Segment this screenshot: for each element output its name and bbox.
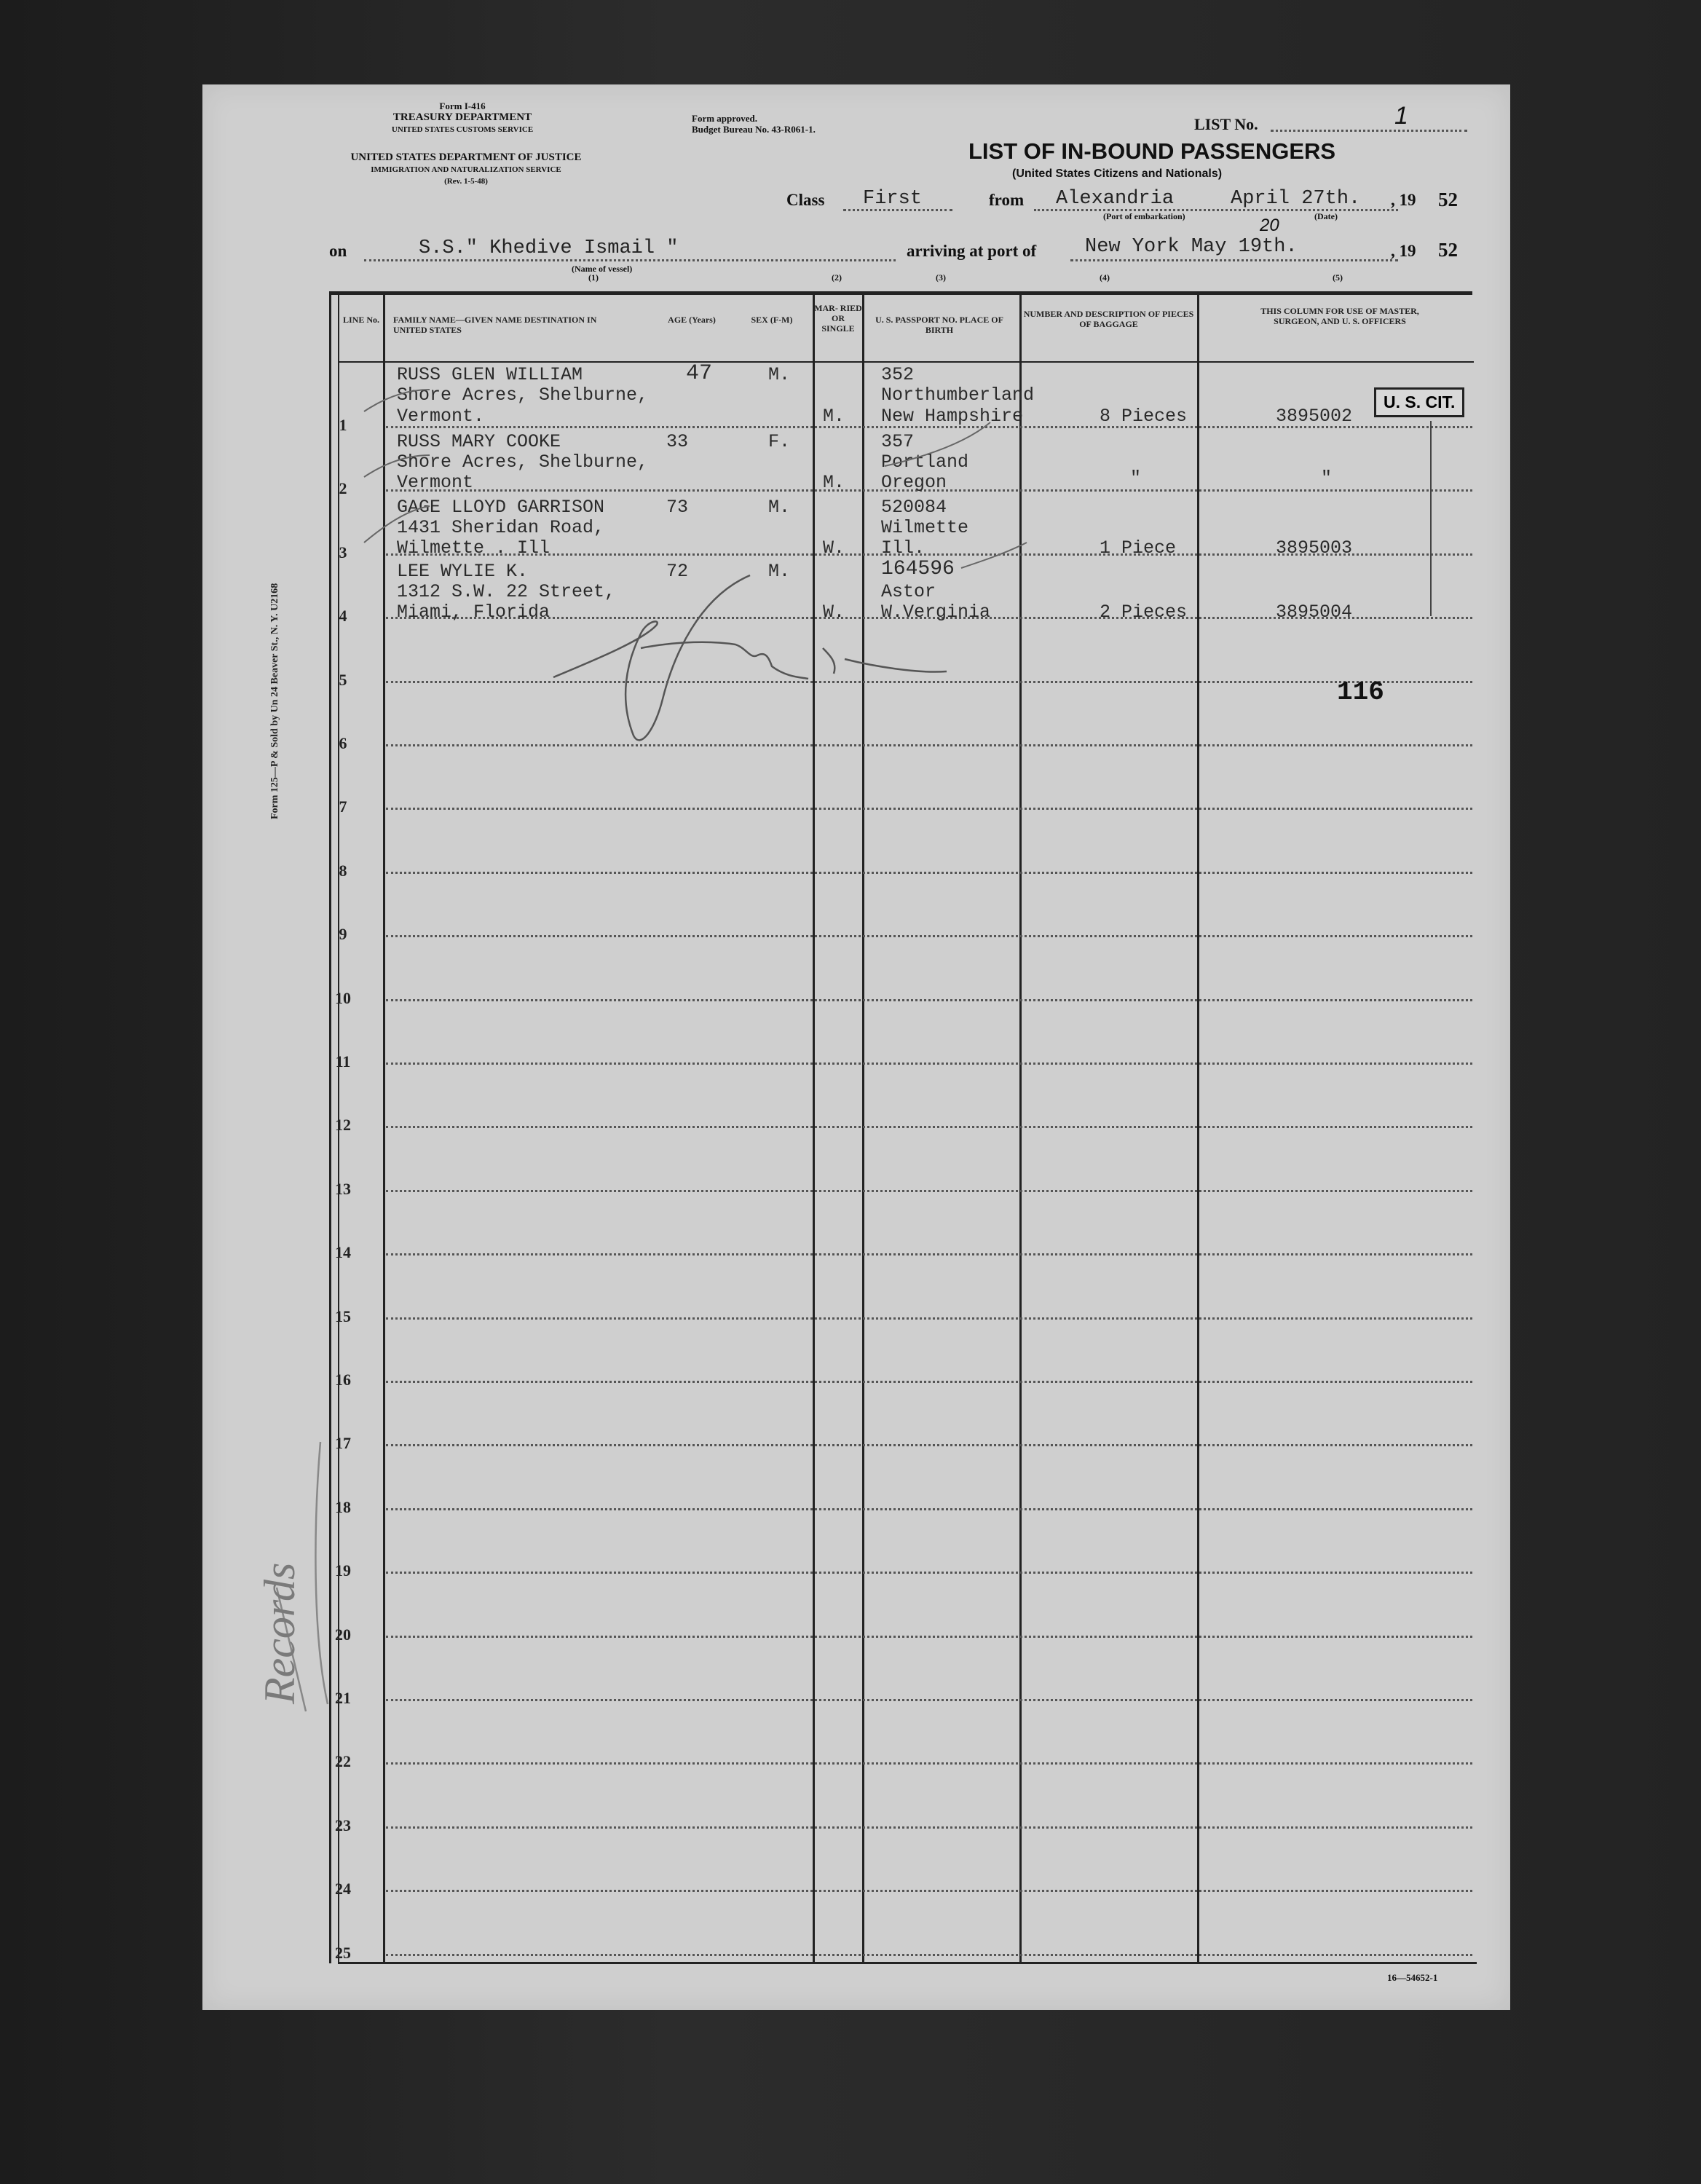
passenger-officer-no: 3895004 — [1276, 602, 1353, 623]
arrival-port-date: New York May 19th. — [1085, 236, 1298, 258]
col-num-2: (2) — [832, 272, 842, 283]
port-caption: (Port of embarkation) — [1103, 211, 1185, 221]
passenger-name: LEE WYLIE K. — [397, 561, 529, 582]
line-number: 5 — [339, 671, 347, 689]
budget-bureau: Budget Bureau No. 43-R061-1. — [692, 124, 816, 135]
line-number: 1 — [339, 416, 347, 434]
line-number: 12 — [335, 1116, 351, 1134]
line-number: 21 — [335, 1689, 351, 1707]
on-label: on — [329, 242, 347, 260]
line-number: 17 — [335, 1434, 351, 1452]
line-number: 25 — [335, 1944, 351, 1962]
line-number: 20 — [335, 1625, 351, 1644]
date-caption: (Date) — [1314, 211, 1338, 221]
arrival-date-correction: 20 — [1260, 216, 1279, 235]
form-approved: Form approved. — [692, 113, 758, 124]
line-number: 16 — [335, 1371, 351, 1389]
passenger-address: 1431 Sheridan Road, — [397, 517, 605, 538]
passenger-birthplace-2: Oregon — [881, 472, 947, 493]
year2-value: 52 — [1438, 239, 1458, 261]
list-no-label: LIST No. — [1194, 115, 1258, 133]
passenger-address-2: Wilmette . Ill — [397, 537, 550, 559]
col-head-baggage: NUMBER AND DESCRIPTION OF PIECES OF BAGGAGE — [1023, 309, 1194, 329]
col-head-age: AGE (Years) — [668, 315, 716, 325]
page-title: LIST OF IN-BOUND PASSENGERS — [968, 138, 1336, 164]
passenger-age: 47 — [686, 361, 713, 386]
passenger-officer-no: 3895002 — [1276, 406, 1353, 427]
passenger-passport: 352 — [881, 364, 915, 385]
passenger-birthplace-2: Ill. — [881, 537, 926, 559]
passenger-passport: 164596 — [881, 558, 955, 580]
passenger-baggage: 2 Pieces — [1100, 602, 1188, 623]
passenger-birthplace-2: New Hampshire — [881, 406, 1024, 427]
line-number: 14 — [335, 1243, 351, 1261]
passenger-address: Shore Acres, Shelburne, — [397, 452, 649, 473]
passenger-sex: M. — [768, 497, 791, 518]
passenger-birthplace: Northumberland — [881, 385, 1035, 406]
passenger-sex: F. — [768, 431, 791, 452]
from-label: from — [989, 191, 1025, 209]
customs-service: UNITED STATES CUSTOMS SERVICE — [391, 125, 534, 134]
form-number: Form I-416 — [439, 100, 486, 111]
line-number: 6 — [339, 734, 347, 752]
list-no-value: 1 — [1394, 102, 1408, 130]
justice-dept: UNITED STATES DEPARTMENT OF JUSTICE — [350, 151, 582, 163]
footer-code: 16—54652-1 — [1387, 1972, 1438, 1983]
handwritten-records: Records — [256, 1562, 304, 1704]
passenger-marital: M. — [823, 406, 845, 427]
col-head-sex: SEX (F-M) — [751, 315, 793, 325]
revision: (Rev. 1-5-48) — [444, 177, 488, 186]
passenger-baggage: 1 Piece — [1100, 537, 1177, 559]
treasury-dept: TREASURY DEPARTMENT — [392, 111, 532, 123]
passenger-passport: 357 — [881, 431, 915, 452]
printer-imprint: Form 125—P & Sold by Un 24 Beaver St., N. Y. U2168 — [269, 583, 280, 819]
passenger-marital: W. — [823, 537, 845, 559]
line-number: 11 — [335, 1052, 351, 1071]
line-number: 18 — [335, 1498, 351, 1516]
passenger-marital: M. — [823, 472, 845, 493]
line-number: 24 — [335, 1880, 351, 1898]
line-number: 23 — [335, 1816, 351, 1834]
year1-value: 52 — [1438, 189, 1458, 210]
ins-service: IMMIGRATION AND NATURALIZATION SERVICE — [371, 165, 561, 174]
line-number: 3 — [339, 543, 347, 561]
year2-prefix: , 19 — [1391, 242, 1416, 260]
vessel-name: S.S." Khedive Ismail " — [419, 237, 679, 259]
page-subtitle: (United States Citizens and Nationals) — [1012, 167, 1223, 180]
passenger-age: 73 — [666, 497, 689, 518]
line-number: 7 — [339, 797, 347, 816]
passenger-age: 33 — [666, 431, 689, 452]
line-number: 4 — [339, 607, 347, 625]
col-head-officers: THIS COLUMN FOR USE OF MASTER, SURGEON, AND U. S. OFFICERS — [1260, 306, 1419, 326]
line-number: 15 — [335, 1307, 351, 1325]
stamped-count: 116 — [1337, 677, 1384, 707]
col-num-5: (5) — [1333, 272, 1343, 283]
us-cit-stamp: U. S. CIT. — [1374, 387, 1464, 417]
col-num-3: (3) — [936, 272, 946, 283]
passenger-address: Shore Acres, Shelburne, — [397, 385, 649, 406]
signature-scribble — [553, 575, 947, 740]
embark-port: Alexandria — [1056, 188, 1175, 210]
passenger-birthplace: Astor — [881, 581, 936, 602]
passenger-birthplace-2: W.Verginia — [881, 602, 991, 623]
passenger-passport: 520084 — [881, 497, 947, 518]
line-number: 19 — [335, 1561, 351, 1580]
line-number: 8 — [339, 862, 347, 880]
line-number: 22 — [335, 1752, 351, 1770]
passenger-name: RUSS MARY COOKE — [397, 431, 561, 452]
col-head-passport: U. S. PASSPORT NO. PLACE OF BIRTH — [875, 315, 1003, 335]
passenger-age: 72 — [666, 561, 689, 582]
passenger-baggage: 8 Pieces — [1100, 406, 1188, 427]
class-label: Class — [786, 191, 825, 209]
col-head-name: FAMILY NAME—GIVEN NAME DESTINATION IN UNITED STATES — [393, 315, 597, 335]
col-num-1: (1) — [588, 272, 599, 283]
col-head-married: MAR- RIED OR SINGLE — [814, 303, 862, 334]
passenger-birthplace: Wilmette — [881, 517, 969, 538]
embark-date: April 27th. — [1231, 188, 1361, 210]
passenger-baggage: " — [1130, 468, 1142, 489]
passenger-name: RUSS GLEN WILLIAM — [397, 364, 583, 385]
arriving-label: arriving at port of — [907, 242, 1037, 260]
passenger-address-2: Miami, Florida — [397, 602, 550, 623]
passenger-address-2: Vermont — [397, 472, 474, 493]
passenger-officer-no: 3895003 — [1276, 537, 1353, 559]
passenger-address: 1312 S.W. 22 Street, — [397, 581, 616, 602]
passenger-name: GAGE LLOYD GARRISON — [397, 497, 605, 518]
passenger-sex: M. — [768, 364, 791, 385]
passenger-marital: W. — [823, 602, 845, 623]
line-number: 2 — [339, 479, 347, 497]
vessel-caption: (Name of vessel) — [572, 264, 633, 274]
line-number: 13 — [335, 1180, 351, 1198]
passenger-sex: M. — [768, 561, 791, 582]
line-number: 9 — [339, 925, 347, 943]
line-number: 10 — [335, 989, 351, 1007]
col-head-line: LINE No. — [342, 315, 379, 325]
year1-prefix: , 19 — [1391, 191, 1416, 209]
class-value: First — [863, 188, 923, 210]
col-num-4: (4) — [1100, 272, 1110, 283]
record-strikes — [364, 390, 1027, 568]
passenger-birthplace: Portland — [881, 452, 969, 473]
passenger-officer-no: " — [1321, 468, 1333, 489]
passenger-address-2: Vermont. — [397, 406, 485, 427]
